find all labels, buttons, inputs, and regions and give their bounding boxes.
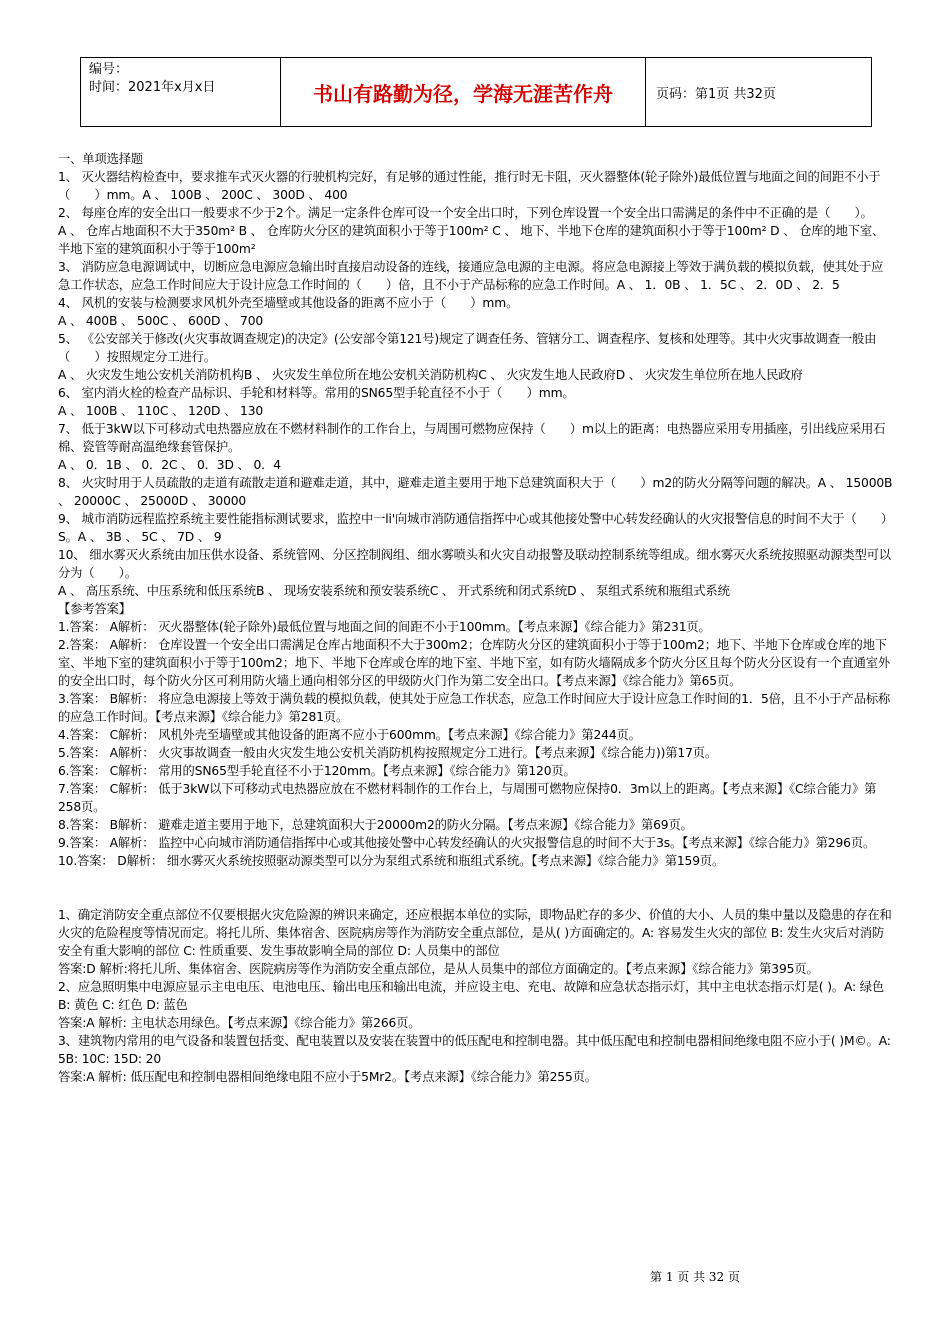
question-4-options: A 、 400B 、 500C 、 600D 、 700	[58, 314, 264, 328]
page-label: 页码：第1页 共32页	[656, 86, 776, 102]
question-6: 6、 室内消火栓的检查产品标识、手轮和材料等。常用的SN65型手轮直径不小于（ ）mm。	[58, 386, 575, 400]
header-left-cell	[81, 58, 281, 126]
question-3: 3、 消防应急电源调试中，切断应急电源应急输出时直接启动设备的连线，接通应急电源的主电源。将应急电源接上等效于满负载的模拟负载，使其处于应急工作状态，应急工作时间应大于设计应急工作时间的（ ）倍，且不小于产品标称的应急工作时间。A 、 1．0B 、 1．5C 、 2．0D 、 2．5	[58, 260, 884, 292]
answer-7: 7.答案： C解析： 低于3kW以下可移动式电热器应放在不燃材料制作的工作台上，与周围可燃物应保持0．3m以上的距离。【考点来源】《C综合能力》第258页。	[58, 782, 877, 814]
question-10: 10、 细水雾灭火系统由加压供水设备、系统管网、分区控制阀组、细水雾喷头和火灾自动报警及联动控制系统等组成。细水雾灭火系统按照驱动源类型可以分为（ ）。	[58, 548, 891, 580]
motto: 书山有路勤为径，学海无涯苦作舟	[281, 58, 646, 126]
extra-answer-3: 答案:A 解析: 低压配电和控制电器相间绝缘电阻不应小于5Mr2。【考点来源】《综合能力》第255页。	[58, 1070, 597, 1084]
answer-heading: 【参考答案】	[58, 602, 131, 616]
question-7: 7、 低于3kW以下可移动式电热器应放在不燃材料制作的工作台上，与周围可燃物应保持（ ）m以上的距离：电热器应采用专用插座，引出线应采用石棉、瓷管等耐高温绝缘套管保护。	[58, 422, 886, 454]
extra-answer-2: 答案:A 解析: 主电状态用绿色。【考点来源】《综合能力》第266页。	[58, 1016, 421, 1030]
answer-1: 1.答案： A解析： 灭火器整体(轮子除外)最低位置与地面之间的间距不小于100mm。【考点来源】《综合能力》第231页。	[58, 620, 711, 634]
question-7-options: A 、 0．1B 、 0．2C 、 0．3D 、 0．4	[58, 458, 281, 472]
question-4: 4、 风机的安装与检测要求风机外壳至墙壁或其他设备的距离不应小于（ ）mm。	[58, 296, 519, 310]
answer-5: 5.答案： A解析： 火灾事故调查一般由火灾发生地公安机关消防机构按照规定分工进行。【考点来源】《综合能力))第17页。	[58, 746, 718, 760]
answer-8: 8.答案： B解析： 避难走道主要用于地下，总建筑面积大于20000m2的防火分隔。【考点来源】《综合能力》第69页。	[58, 818, 693, 832]
section-gap	[58, 870, 893, 906]
answer-3: 3.答案： B解析： 将应急电源接上等效于满负载的模拟负载，使其处于应急工作状态，应急工作时间应大于设计应急工作时间的1．5倍，且不小于产品标称的应急工作时间。【考点来源】《综合能力》第281页。	[58, 692, 891, 724]
extra-answer-1: 答案:D 解析:将托儿所、集体宿舍、医院病房等作为消防安全重点部位，是从人员集中的部位方面确定的。【考点来源】《综合能力》第395页。	[58, 962, 819, 976]
section-title: 一、单项选择题	[58, 152, 144, 166]
question-8: 8、 火灾时用于人员疏散的走道有疏散走道和避难走道，其中，避难走道主要用于地下总建筑面积大于（ ）m2的防火分隔等问题的解决。A 、 15000B 、 20000C 、 25000D 、 30000	[58, 476, 893, 508]
question-9: 9、 城市消防远程监控系统主要性能指标测试要求，监控中一li'向城市消防通信指挥中心或其他接处警中心转发经确认的火灾报警信息的时间不大于（ ）S。A 、 3B 、 5C 、 7D 、 9	[58, 512, 887, 544]
extra-question-2: 2、应急照明集中电源应显示主电电压、电池电压、输出电压和输出电流，并应设主电、充电、故障和应急状态指示灯，其中主电状态指示灯是( )。A: 绿色 B: 黄色 C: 红色 D: 蓝色	[58, 980, 885, 1012]
answer-9-10: 9.答案： A解析： 监控中心向城市消防通信指挥中心或其他接处警中心转发经确认的火灾报警信息的时间不大于3s。【考点来源】《综合能力》第296页。10.答案： D解析： 细水雾灭火系统按照驱动源类型可以分为泵组式系统和瓶组式系统。【考点来源】《综合能力》第159页。	[58, 836, 876, 868]
number-label: 编号：	[89, 62, 129, 77]
question-5-options: A 、 火灾发生地公安机关消防机构B 、 火灾发生单位所在地公安机关消防机构C 、 火灾发生地人民政府D 、 火灾发生单位所在地人民政府	[58, 368, 803, 382]
page-footer: 第 1 页 共 32 页	[650, 1270, 740, 1284]
question-10-options: A 、 高压系统、中压系统和低压系统B 、 现场安装系统和预安装系统C 、 开式系统和闭式系统D 、 泵组式系统和瓶组式系统	[58, 584, 730, 598]
extra-question-3: 3、建筑物内常用的电气设备和装置包括变、配电装置以及安装在装置中的低压配电和控制电器。其中低压配电和控制电器相间绝缘电阻不应小于( )M©。A: 5B: 10C: 15D: 20	[58, 1034, 891, 1066]
extra-question-1: 1、确定消防安全重点部位不仅要根据火灾危险源的辨识来确定，还应根据本单位的实际，即物品贮存的多少、价值的大小、人员的集中量以及隐患的存在和火灾的危险程度等情况而定。将托儿所、集体宿舍、医院病房等作为消防安全重点部位，是从( )方面确定的。A: 容易发生火灾的部位 B: 发生火灾后对消防安全有重大影响的部位 C: 性质重要、发生事故影响全局的部位 D: 人员集中的部位	[58, 908, 892, 958]
question-2: 2、 每座仓库的安全出口一般要求不少于2个。满足一定条件仓库可设一个安全出口时，下列仓库设置一个安全出口需满足的条件中不正确的是（ ）。	[58, 206, 873, 220]
document-body	[58, 150, 893, 1086]
answer-4: 4.答案： C解析： 风机外壳至墙壁或其他设备的距离不应小于600mm。【考点来源】《综合能力》第244页。	[58, 728, 641, 742]
answer-2: 2.答案： A解析： 仓库设置一个安全出口需满足仓库占地面积不大于300m2；仓库防火分区的建筑面积小于等于100m2；地下、半地下仓库或仓库的地下室、半地下室的建筑面积小于等于100m2；地下、半地下仓库或仓库的地下室、半地下室，如有防火墙隔成多个防火分区且每个防火分区设有一个直通室外的安全出口时，每个防火分区可利用防火墙上通向相邻分区的甲级防火门作为第二安全出口。【考点来源】《综合能力》第65页。	[58, 638, 891, 688]
time-label: 时间：2021年x月x日	[89, 80, 216, 95]
question-5: 5、 《公安部关于修改(火灾事故调查规定)的决定》(公安部令第121号)规定了调查任务、管辖分工、调查程序、复核和处理等。其中火灾事故调查一般由（ ）按照规定分工进行。	[58, 332, 877, 364]
question-6-options: A 、 100B 、 110C 、 120D 、 130	[58, 404, 264, 418]
header-table	[80, 57, 872, 127]
answer-6: 6.答案： C解析： 常用的SN65型手轮直径不小于120mm。【考点来源】《综合能力》第120页。	[58, 764, 576, 778]
question-1: 1、 灭火器结构检查中，要求推车式灭火器的行驶机构完好，有足够的通过性能，推行时无卡阻，灭火器整体(轮子除外)最低位置与地面之间的间距不小于（ ）mm。A 、 100B 、 200C 、 300D 、 400	[58, 170, 881, 202]
question-2-options: A 、 仓库占地面积不大于350m² B 、 仓库防火分区的建筑面积小于等于100m² C 、 地下、半地下仓库的建筑面积小于等于100m² D 、 仓库的地下室、半地下室的建筑面积小于等于100m²	[58, 224, 885, 256]
